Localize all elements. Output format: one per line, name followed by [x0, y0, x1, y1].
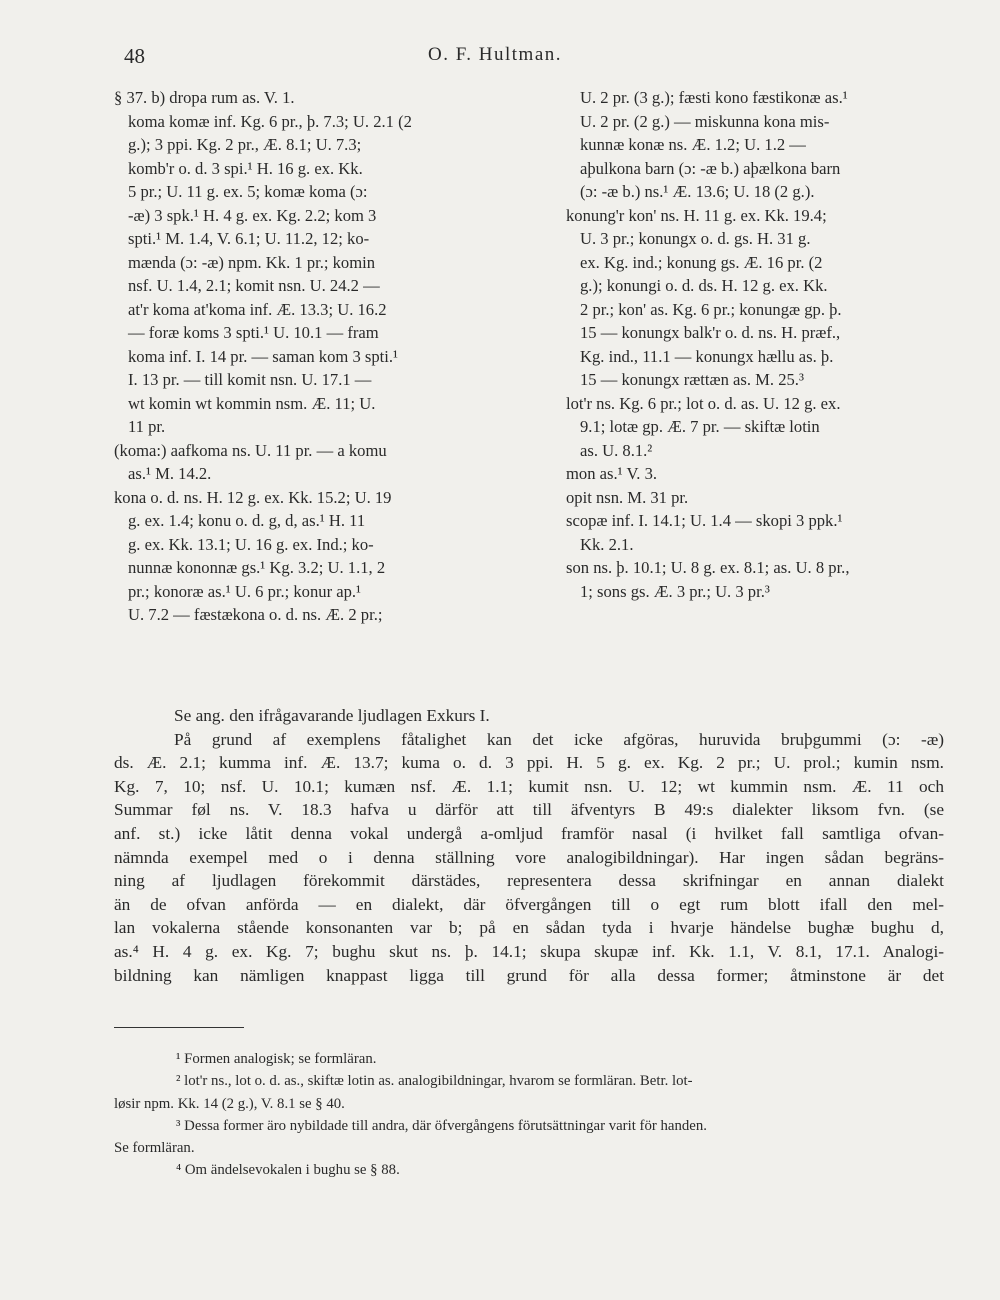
left-line: pr.; konoræ as.¹ U. 6 pr.; konur ap.¹: [128, 581, 362, 601]
footnote-rule: [114, 1027, 244, 1028]
right-line: 2 pr.; kon' as. Kg. 6 pr.; konungæ gp. þ.: [580, 299, 842, 319]
right-line: 15 — konungx rættæn as. M. 25.³: [580, 370, 804, 389]
body-line: På grund af exemplens fåtalighet kan det icke afgöras, huruvida bruþgummi (ɔ: -æ): [174, 729, 944, 749]
right-line: konung'r kon' ns. H. 11 g. ex. Kk. 19.4;: [566, 205, 827, 225]
footnote: ¹ Formen analogisk; se formläran.: [176, 1051, 377, 1067]
body-line: lan vokalerna stående konsonanten var b; på en sådan tyda i hvarje händelse bughæ bughu d,: [114, 918, 944, 938]
page-number: 48: [124, 44, 145, 68]
left-line: komb'r o. d. 3 spi.¹ H. 16 g. ex. Kk.: [128, 158, 363, 178]
right-line: Kg. ind., 11.1 — konungx hællu as. þ.: [580, 346, 834, 366]
footnote: ⁴ Om ändelsevokalen i bughu se § 88.: [176, 1162, 400, 1179]
right-line: as. U. 8.1.²: [580, 440, 653, 460]
right-line: (ɔ: -æ b.) ns.¹ Æ. 13.6; U. 18 (2 g.).: [580, 182, 815, 201]
body-line: anf. st.) icke låtit denna vokal undergå a-omljud framför nasal (i hvilket fall samtliga ofvan-: [114, 823, 944, 843]
left-line: spti.¹ M. 1.4, V. 6.1; U. 11.2, 12; ko-: [128, 229, 370, 248]
body-line: Se ang. den ifrågavarande ljudlagen Exkurs I.: [174, 706, 490, 725]
body-line: än de ofvan anförda — en dialekt, där öfvergången till o egt rum blott ifall den mel-: [114, 894, 944, 914]
right-column: [566, 86, 946, 603]
body-line: ds. Æ. 2.1; kumma inf. Æ. 13.7; kuma o. d. 3 ppi. H. 5 g. ex. Kg. 2 pr.; U. prol.; kumin nsm.: [114, 753, 944, 773]
left-line: koma komæ inf. Kg. 6 pr., þ. 7.3; U. 2.1 (2: [128, 111, 412, 131]
footnote: ³ Dessa former äro nybildade till andra, där öfvergångens förutsättningar varit för handen.: [176, 1117, 707, 1134]
left-line: wt komin wt kommin nsm. Æ. 11; U.: [128, 393, 376, 413]
left-line: kona o. d. ns. H. 12 g. ex. Kk. 15.2; U. 19: [114, 487, 392, 507]
body-text: [114, 704, 944, 987]
right-line: 1; sons gs. Æ. 3 pr.; U. 3 pr.³: [580, 581, 770, 601]
left-line: as.¹ M. 14.2.: [128, 464, 212, 483]
right-line: ex. Kg. ind.; konung gs. Æ. 16 pr. (2: [580, 252, 823, 272]
left-line: g. ex. 1.4; konu o. d. g, d, as.¹ H. 11: [128, 511, 366, 530]
left-line: nsf. U. 1.4, 2.1; komit nsn. U. 24.2 —: [128, 276, 380, 295]
right-line: Kk. 2.1.: [580, 534, 634, 554]
right-line: opit nsn. M. 31 pr.: [566, 487, 689, 507]
footnote: Se formläran.: [114, 1140, 195, 1157]
right-line: son ns. þ. 10.1; U. 8 g. ex. 8.1; as. U. 8 pr.,: [566, 558, 850, 577]
right-line: U. 2 pr. (3 g.); fæsti kono fæstikonæ as.¹: [580, 88, 848, 107]
right-line: aþulkona barn (ɔ: -æ b.) aþælkona barn: [580, 158, 841, 178]
left-line: nunnæ kononnæ gs.¹ Kg. 3.2; U. 1.1, 2: [128, 558, 386, 577]
left-line: koma inf. I. 14 pr. — saman kom 3 spti.¹: [128, 346, 398, 366]
left-line: g.); 3 ppi. Kg. 2 pr., Æ. 8.1; U. 7.3;: [128, 135, 362, 154]
right-line: kunnæ konæ ns. Æ. 1.2; U. 1.2 —: [580, 135, 806, 154]
body-line: bildning kan nämligen knappast ligga till grund för alla dessa former; åtminstone är det: [114, 965, 944, 985]
right-line: 9.1; lotæ gp. Æ. 7 pr. — skiftæ lotin: [580, 417, 820, 436]
left-line: 11 pr.: [128, 417, 166, 436]
footnote: ² lot'r ns., lot o. d. as., skiftæ lotin as. analogibildningar, hvarom se formläran. Betr. lot-: [176, 1073, 693, 1090]
right-line: scopæ inf. I. 14.1; U. 1.4 — skopi 3 ppk.¹: [566, 511, 843, 530]
body-line: Kg. 7, 10; nsf. U. 10.1; kumæn nsf. Æ. 1.1; kumit nsn. U. 12; wt kummin nsm. Æ. 11 och: [114, 776, 944, 796]
right-line: lot'r ns. Kg. 6 pr.; lot o. d. as. U. 12 g. ex.: [566, 393, 841, 413]
left-line: 5 pr.; U. 11 g. ex. 5; komæ koma (ɔ:: [128, 182, 368, 201]
left-line: (koma:) aafkoma ns. U. 11 pr. — a komu: [114, 440, 387, 460]
left-line: at'r koma at'koma inf. Æ. 13.3; U. 16.2: [128, 299, 387, 319]
body-line: as.⁴ H. 4 g. ex. Kg. 7; bughu skut ns. þ. 14.1; skupa skupæ inf. Kk. 1.1, V. 8.1, 17.1. Analogi-: [114, 941, 944, 961]
right-line: 15 — konungx balk'r o. d. ns. H. præf.,: [580, 323, 841, 342]
running-head: O. F. Hultman.: [428, 44, 563, 65]
right-line: U. 3 pr.; konungx o. d. gs. H. 31 g.: [580, 229, 811, 248]
left-line: mænda (ɔ: -æ) npm. Kk. 1 pr.; komin: [128, 252, 376, 272]
right-line: g.); konungi o. d. ds. H. 12 g. ex. Kk.: [580, 276, 828, 295]
left-line: g. ex. Kk. 13.1; U. 16 g. ex. Ind.; ko-: [128, 534, 374, 554]
right-line: mon as.¹ V. 3.: [566, 464, 658, 483]
body-line: nämnda exempel med o i denna ställning vore analogibildningar). Har ingen sådan begräns-: [114, 847, 944, 867]
body-line: ning af ljudlagen förekommit därstädes, representera dessa skrifningar en annan dialekt: [114, 871, 944, 891]
left-line: § 37. b) dropa rum as. V. 1.: [114, 88, 295, 107]
left-line: I. 13 pr. — till komit nsn. U. 17.1 —: [128, 370, 372, 389]
right-line: U. 2 pr. (2 g.) — miskunna kona mis-: [580, 111, 830, 131]
left-line: — foræ koms 3 spti.¹ U. 10.1 — fram: [128, 323, 379, 342]
footnote: løsir npm. Kk. 14 (2 g.), V. 8.1 se § 40.: [114, 1095, 345, 1112]
footnotes: [114, 1048, 944, 1182]
body-line: Summar føl ns. V. 18.3 hafva u därför att till äfventyrs B 49:s dialekter liksom fvn. (se: [114, 800, 944, 820]
left-line: U. 7.2 — fæstækona o. d. ns. Æ. 2 pr.;: [128, 605, 383, 624]
left-line: -æ) 3 spk.¹ H. 4 g. ex. Kg. 2.2; kom 3: [128, 205, 377, 225]
left-column: [114, 86, 506, 627]
